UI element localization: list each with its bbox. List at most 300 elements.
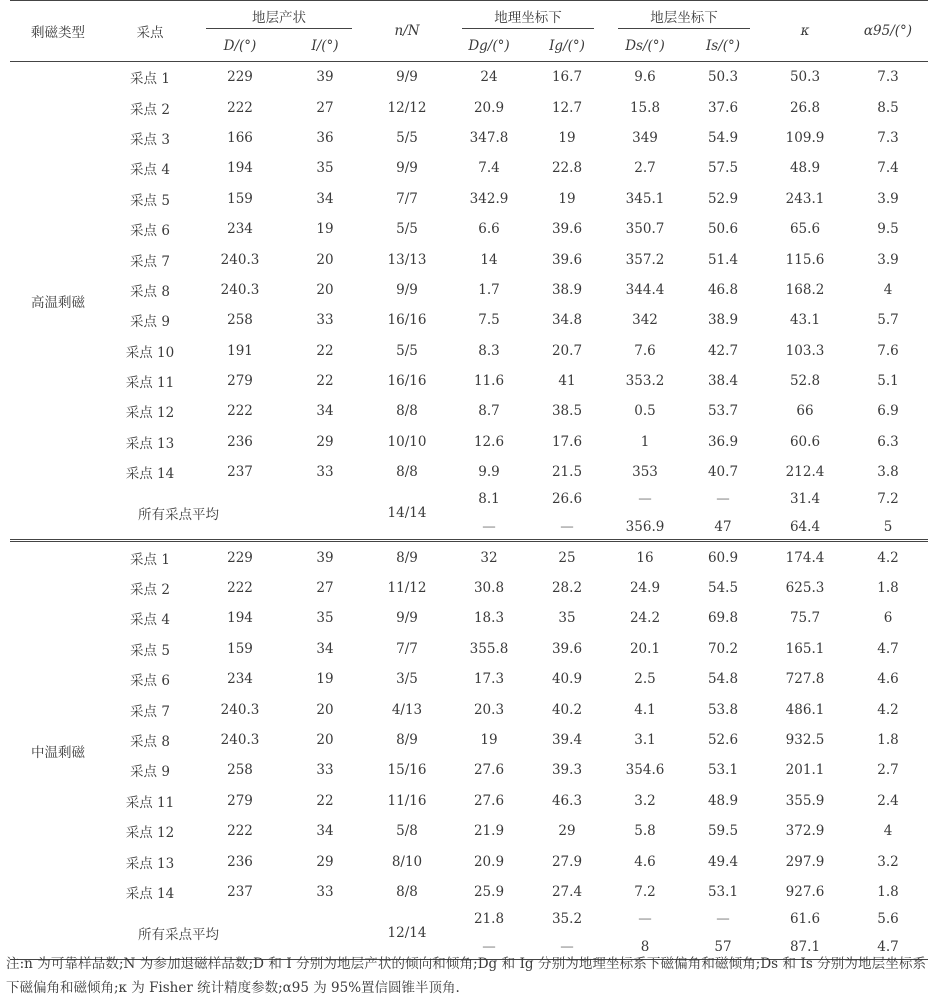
cell-k: 52.8	[789, 373, 821, 390]
cell-k: 60.6	[789, 433, 821, 450]
cell-a95: 3.9	[877, 251, 899, 268]
cell-Is: 53.7	[707, 403, 739, 420]
cell-D: 240.3	[220, 281, 260, 298]
table-row	[10, 214, 928, 244]
cell-a95: 5.1	[877, 373, 899, 390]
table-row	[10, 603, 928, 633]
avg-value: 47	[714, 519, 732, 536]
cell-nN: 8/9	[396, 732, 418, 748]
site-cell: 采点 5	[130, 642, 170, 659]
cell-I: 34	[316, 403, 334, 420]
avg-value: —	[482, 519, 496, 536]
cell-Is: 53.1	[707, 883, 739, 900]
cell-Ig: 39.6	[551, 640, 583, 657]
cell-nN: 9/9	[396, 281, 418, 298]
cell-nN: 9/9	[396, 69, 418, 86]
site-cell: 采点 7	[130, 253, 170, 270]
cell-I: 39	[286, 541, 364, 573]
cell-Ig: 40.9	[551, 671, 583, 688]
cell-I: 29	[316, 433, 334, 450]
cell-D: 194	[227, 160, 253, 177]
cell-I: 34	[316, 640, 334, 657]
cell-D: 236	[227, 433, 253, 450]
cell-Dg: 8.3	[478, 342, 500, 359]
table-row	[10, 92, 928, 122]
header-a95: α95/(°)	[848, 1, 928, 62]
cell-Is: 42.7	[707, 342, 739, 359]
table-row	[10, 846, 928, 876]
cell-nN: 5/5	[396, 342, 418, 359]
cell-D: 279	[227, 792, 253, 809]
cell-Ig: 25	[528, 541, 606, 573]
cell-a95: 4.6	[877, 671, 899, 688]
cell-Dg: 19	[480, 732, 498, 748]
cell-Ig: 39.3	[551, 762, 583, 779]
cell-Is: 37.6	[707, 99, 739, 116]
cell-nN: 8/10	[391, 853, 423, 870]
cell-Is: 50.6	[707, 221, 739, 238]
cell-I: 39	[316, 69, 334, 86]
cell-Ds: 4.1	[634, 701, 656, 718]
cell-Ds: 1	[640, 433, 650, 450]
site-cell: 采点 4	[130, 162, 170, 179]
cell-I: 19	[316, 671, 334, 688]
cell-Ds: 4.6	[634, 853, 656, 870]
cell-Is: 70.2	[707, 640, 739, 657]
cell-I: 33	[316, 312, 334, 329]
cell-nN: 5/5	[396, 221, 418, 238]
cell-Ig: 21.5	[551, 464, 583, 481]
cell-D: 279	[227, 373, 253, 390]
cell-a95: 4.7	[877, 640, 899, 657]
cell-nN: 10/10	[387, 433, 427, 450]
cell-Is: 36.9	[707, 433, 739, 450]
avg-value: 26.6	[551, 491, 583, 508]
cell-nN: 8/8	[396, 403, 418, 420]
cell-k: 115.6	[785, 251, 825, 268]
cell-I: 35	[316, 160, 334, 177]
cell-nN: 8/8	[396, 883, 418, 900]
cell-Dg: 7.4	[478, 160, 500, 177]
cell-I: 27	[316, 99, 334, 116]
cell-k: 727.8	[785, 671, 825, 688]
site-cell: 采点 3	[130, 131, 170, 148]
cell-Ig: 46.3	[551, 792, 583, 809]
cell-Dg: 8.7	[478, 403, 500, 420]
cell-D: 234	[227, 221, 253, 238]
site-cell: 采点 14	[125, 885, 175, 902]
header-type: 剩磁类型	[10, 1, 106, 62]
cell-nN: 3/5	[396, 671, 418, 688]
cell-Ds: 24.2	[629, 610, 661, 627]
avg-value: —	[638, 491, 652, 508]
cell-Dg: 6.6	[478, 221, 500, 238]
site-cell: 采点 1	[130, 71, 170, 88]
avg-cell-a95	[848, 487, 928, 541]
cell-k: 372.9	[785, 823, 825, 840]
cell-Is: 50.3	[707, 69, 739, 86]
cell-Ds: 16	[606, 541, 684, 573]
cell-Is: 38.4	[707, 373, 739, 390]
cell-k: 165.1	[785, 640, 825, 657]
cell-Dg: 30.8	[473, 580, 505, 597]
cell-Ds: 2.7	[634, 160, 656, 177]
header-geo-group: 地理坐标下	[450, 1, 606, 32]
cell-a95: 6	[883, 610, 893, 627]
cell-Ig: 41	[558, 373, 576, 390]
site-cell: 采点 8	[130, 283, 170, 300]
cell-Dg: 25.9	[473, 883, 505, 900]
cell-a95: 3.2	[877, 853, 899, 870]
cell-nN: 7/7	[396, 190, 418, 207]
cell-Dg: 14	[480, 251, 498, 268]
site-cell: 采点 7	[130, 703, 170, 720]
cell-D: 166	[227, 129, 253, 146]
cell-Dg: 20.9	[473, 99, 505, 116]
site-cell: 采点 11	[125, 375, 175, 392]
cell-I: 36	[316, 129, 334, 146]
header-site: 采点	[106, 1, 194, 62]
cell-nN: 13/13	[387, 251, 427, 268]
cell-nN: 5/8	[396, 823, 418, 840]
cell-a95: 7.6	[877, 342, 899, 359]
site-cell: 采点 1	[106, 541, 194, 573]
cell-Ig: 28.2	[551, 580, 583, 597]
table-row	[10, 123, 928, 153]
cell-a95: 7.3	[877, 69, 899, 86]
cell-I: 20	[316, 732, 334, 748]
cell-a95: 6.3	[877, 433, 899, 450]
cell-Is: 60.9	[684, 541, 762, 573]
cell-Is: 54.5	[707, 580, 739, 597]
table-row	[10, 877, 928, 907]
cell-k: 486.1	[785, 701, 825, 718]
cell-Dg: 347.8	[469, 129, 509, 146]
table-row	[10, 366, 928, 396]
cell-I: 27	[316, 580, 334, 597]
cell-D: 240.3	[220, 251, 260, 268]
table-row	[10, 634, 928, 664]
site-cell: 采点 12	[125, 405, 175, 422]
cell-k: 43.1	[789, 312, 821, 329]
cell-D: 194	[227, 610, 253, 627]
cell-D: 222	[227, 403, 253, 420]
header-kappa: κ	[762, 1, 848, 62]
table-row	[10, 305, 928, 335]
cell-a95: 2.7	[877, 762, 899, 779]
cell-I: 22	[316, 373, 334, 390]
cell-a95: 7.3	[877, 129, 899, 146]
cell-I: 20	[316, 701, 334, 718]
cell-nN: 16/16	[387, 312, 427, 329]
cell-k: 201.1	[785, 762, 825, 779]
cell-Ig: 19	[558, 190, 576, 207]
avg-value: —	[482, 939, 496, 956]
cell-Ds: 24.9	[629, 580, 661, 597]
avg-value: —	[716, 911, 730, 928]
site-cell: 采点 10	[125, 344, 175, 361]
table-row	[10, 153, 928, 183]
cell-Ds: 357.2	[625, 251, 665, 268]
table-row	[10, 184, 928, 214]
cell-D: 258	[227, 762, 253, 779]
cell-I: 33	[316, 762, 334, 779]
cell-D: 258	[227, 312, 253, 329]
table-container	[10, 0, 928, 960]
cell-D: 191	[227, 342, 253, 359]
cell-Dg: 12.6	[473, 433, 505, 450]
cell-I: 19	[316, 221, 334, 238]
table-row	[10, 541, 928, 573]
table-row	[10, 725, 928, 755]
site-cell: 采点 13	[125, 855, 175, 872]
cell-k: 212.4	[785, 464, 825, 481]
cell-Ig: 16.7	[551, 69, 583, 86]
cell-a95: 4	[883, 281, 893, 298]
site-cell: 采点 4	[130, 612, 170, 629]
cell-I: 22	[316, 792, 334, 809]
cell-Is: 53.8	[707, 701, 739, 718]
cell-Dg: 20.9	[473, 853, 505, 870]
cell-nN: 9/9	[396, 160, 418, 177]
cell-a95: 3.9	[877, 190, 899, 207]
cell-Is: 46.8	[707, 281, 739, 298]
cell-I: 34	[316, 823, 334, 840]
avg-value: 57	[714, 939, 732, 956]
cell-Ig: 27.9	[551, 853, 583, 870]
cell-k: 297.9	[785, 853, 825, 870]
cell-D: 159	[227, 190, 253, 207]
cell-I: 34	[316, 190, 334, 207]
avg-value: 8	[640, 939, 650, 956]
cell-nN: 12/14	[364, 907, 450, 960]
cell-Is: 57.5	[707, 160, 739, 177]
cell-nN: 7/7	[396, 640, 418, 657]
cell-Is: 69.8	[707, 610, 739, 627]
cell-k: 625.3	[785, 580, 825, 597]
header-strat-group: 地层坐标下	[606, 1, 762, 32]
cell-a95: 8.5	[877, 99, 899, 116]
cell-Ig: 34.8	[551, 312, 583, 329]
cell-k: 932.5	[785, 732, 825, 748]
cell-D: 240.3	[220, 732, 260, 748]
cell-Is: 54.9	[707, 129, 739, 146]
cell-Dg: 21.9	[473, 823, 505, 840]
cell-D: 229	[227, 69, 253, 86]
cell-a95: 7.4	[877, 160, 899, 177]
table-row	[10, 664, 928, 694]
cell-I: 29	[316, 853, 334, 870]
cell-D: 237	[227, 464, 253, 481]
cell-Ig: 38.5	[551, 403, 583, 420]
cell-D: 222	[227, 580, 253, 597]
avg-cell-Is	[684, 487, 762, 541]
cell-Dg: 27.6	[473, 762, 505, 779]
cell-nN: 16/16	[387, 373, 427, 390]
avg-value: 356.9	[625, 519, 665, 536]
table-row	[10, 244, 928, 274]
cell-Is: 53.1	[707, 762, 739, 779]
header-strata-group: 地层产状	[194, 1, 364, 32]
cell-Dg: 20.3	[473, 701, 505, 718]
table-body	[10, 62, 928, 960]
site-cell: 采点 8	[130, 734, 170, 750]
table-row	[10, 396, 928, 426]
cell-Is: 51.4	[707, 251, 739, 268]
cell-Ig: 12.7	[551, 99, 583, 116]
remanence-type-label: 中温剩磁	[10, 541, 106, 960]
avg-value: —	[560, 939, 574, 956]
cell-k: 65.6	[789, 221, 821, 238]
site-cell: 采点 12	[125, 825, 175, 842]
cell-Dg: 7.5	[478, 312, 500, 329]
site-cell: 采点 14	[125, 466, 175, 483]
table-row	[10, 62, 928, 93]
site-cell: 采点 2	[130, 582, 170, 599]
table-row	[10, 336, 928, 366]
cell-Is: 52.6	[707, 732, 739, 748]
header-I: I/(°)	[286, 31, 364, 62]
cell-k: 66	[796, 403, 814, 420]
cell-D: 159	[227, 640, 253, 657]
avg-cell-Ds	[606, 487, 684, 541]
cell-Ig: 22.8	[551, 160, 583, 177]
header-Ds: Ds/(°)	[606, 31, 684, 62]
average-label: 所有采点平均	[138, 507, 219, 524]
site-cell: 采点 2	[130, 101, 170, 118]
cell-Dg: 24	[480, 69, 498, 86]
avg-cell-Ig	[528, 487, 606, 541]
cell-a95: 4	[883, 823, 893, 840]
cell-I: 20	[316, 281, 334, 298]
cell-D: 222	[227, 823, 253, 840]
cell-k: 75.7	[789, 610, 821, 627]
avg-cell-k	[762, 487, 848, 541]
avg-value: 4.7	[877, 939, 899, 956]
avg-value: 31.4	[789, 491, 821, 508]
cell-Dg: 27.6	[473, 792, 505, 809]
cell-a95: 9.5	[877, 221, 899, 238]
avg-cell-Dg	[450, 487, 528, 541]
cell-Ig: 35	[558, 610, 576, 627]
cell-Ig: 17.6	[551, 433, 583, 450]
cell-Dg: 9.9	[478, 464, 500, 481]
site-cell: 采点 5	[130, 192, 170, 209]
cell-nN: 11/16	[387, 792, 427, 809]
cell-nN: 8/8	[396, 464, 418, 481]
cell-a95: 3.8	[877, 464, 899, 481]
avg-value: 7.2	[877, 491, 899, 508]
header-Ig: Ig/(°)	[528, 31, 606, 62]
cell-Is: 54.8	[707, 671, 739, 688]
cell-Ds: 15.8	[629, 99, 661, 116]
cell-k: 927.6	[785, 883, 825, 900]
cell-Ig: 38.9	[551, 281, 583, 298]
table-row	[10, 275, 928, 305]
cell-k: 103.3	[785, 342, 825, 359]
site-cell: 采点 9	[130, 314, 170, 331]
table-row	[10, 427, 928, 457]
cell-k: 243.1	[785, 190, 825, 207]
cell-Ds: 353.2	[625, 373, 665, 390]
cell-Dg: 32	[450, 541, 528, 573]
cell-Ds: 342	[632, 312, 658, 329]
avg-value: 35.2	[551, 911, 583, 928]
cell-Is: 38.9	[707, 312, 739, 329]
avg-value: —	[560, 519, 574, 536]
cell-a95: 2.4	[877, 792, 899, 809]
cell-k: 48.9	[789, 160, 821, 177]
cell-I: 33	[316, 464, 334, 481]
cell-Ig: 27.4	[551, 883, 583, 900]
cell-Ds: 3.1	[634, 732, 656, 748]
cell-k: 174.4	[762, 541, 848, 573]
avg-value: 61.6	[789, 911, 821, 928]
header-Is: Is/(°)	[684, 31, 762, 62]
cell-a95: 6.9	[877, 403, 899, 420]
cell-Ds: 350.7	[625, 221, 665, 238]
site-cell: 采点 9	[130, 764, 170, 781]
cell-a95: 1.8	[877, 580, 899, 597]
cell-Ig: 39.4	[551, 732, 583, 748]
table-row	[10, 457, 928, 487]
cell-Ds: 9.6	[634, 69, 656, 86]
cell-Ds: 344.4	[625, 281, 665, 298]
cell-I: 35	[316, 610, 334, 627]
cell-D: 237	[227, 883, 253, 900]
table-row	[10, 694, 928, 724]
avg-value: 21.8	[473, 911, 505, 928]
cell-nN: 5/5	[396, 129, 418, 146]
site-cell: 采点 6	[130, 673, 170, 690]
cell-Ds: 5.8	[634, 823, 656, 840]
cell-Dg: 1.7	[478, 281, 500, 298]
table-row	[10, 755, 928, 785]
average-row	[10, 487, 928, 541]
cell-nN: 8/9	[364, 541, 450, 573]
table-row	[10, 573, 928, 603]
cell-Ig: 20.7	[551, 342, 583, 359]
cell-a95: 5.7	[877, 312, 899, 329]
cell-nN: 14/14	[387, 505, 427, 522]
avg-value: 64.4	[789, 519, 821, 536]
table-row	[10, 816, 928, 846]
site-cell: 采点 13	[125, 435, 175, 452]
cell-Is: 59.5	[707, 823, 739, 840]
avg-value: —	[638, 911, 652, 928]
cell-Ds: 345.1	[625, 190, 665, 207]
cell-Dg: 355.8	[469, 640, 509, 657]
cell-I: 20	[316, 251, 334, 268]
site-cell: 采点 11	[125, 794, 175, 811]
cell-Ig: 29	[558, 823, 576, 840]
cell-Dg: 342.9	[469, 190, 509, 207]
cell-Is: 48.9	[707, 792, 739, 809]
avg-value: 5.6	[877, 911, 899, 928]
cell-Ds: 7.6	[634, 342, 656, 359]
cell-Ds: 7.2	[634, 883, 656, 900]
cell-a95: 4.2	[848, 541, 928, 573]
cell-Ds: 354.6	[625, 762, 665, 779]
cell-D: 240.3	[220, 701, 260, 718]
cell-Ds: 3.2	[634, 792, 656, 809]
cell-a95: 4.2	[877, 701, 899, 718]
table-row	[10, 786, 928, 816]
cell-Ds: 349	[632, 129, 658, 146]
cell-Ds: 353	[632, 464, 658, 481]
avg-value: 87.1	[789, 939, 821, 956]
cell-I: 22	[316, 342, 334, 359]
